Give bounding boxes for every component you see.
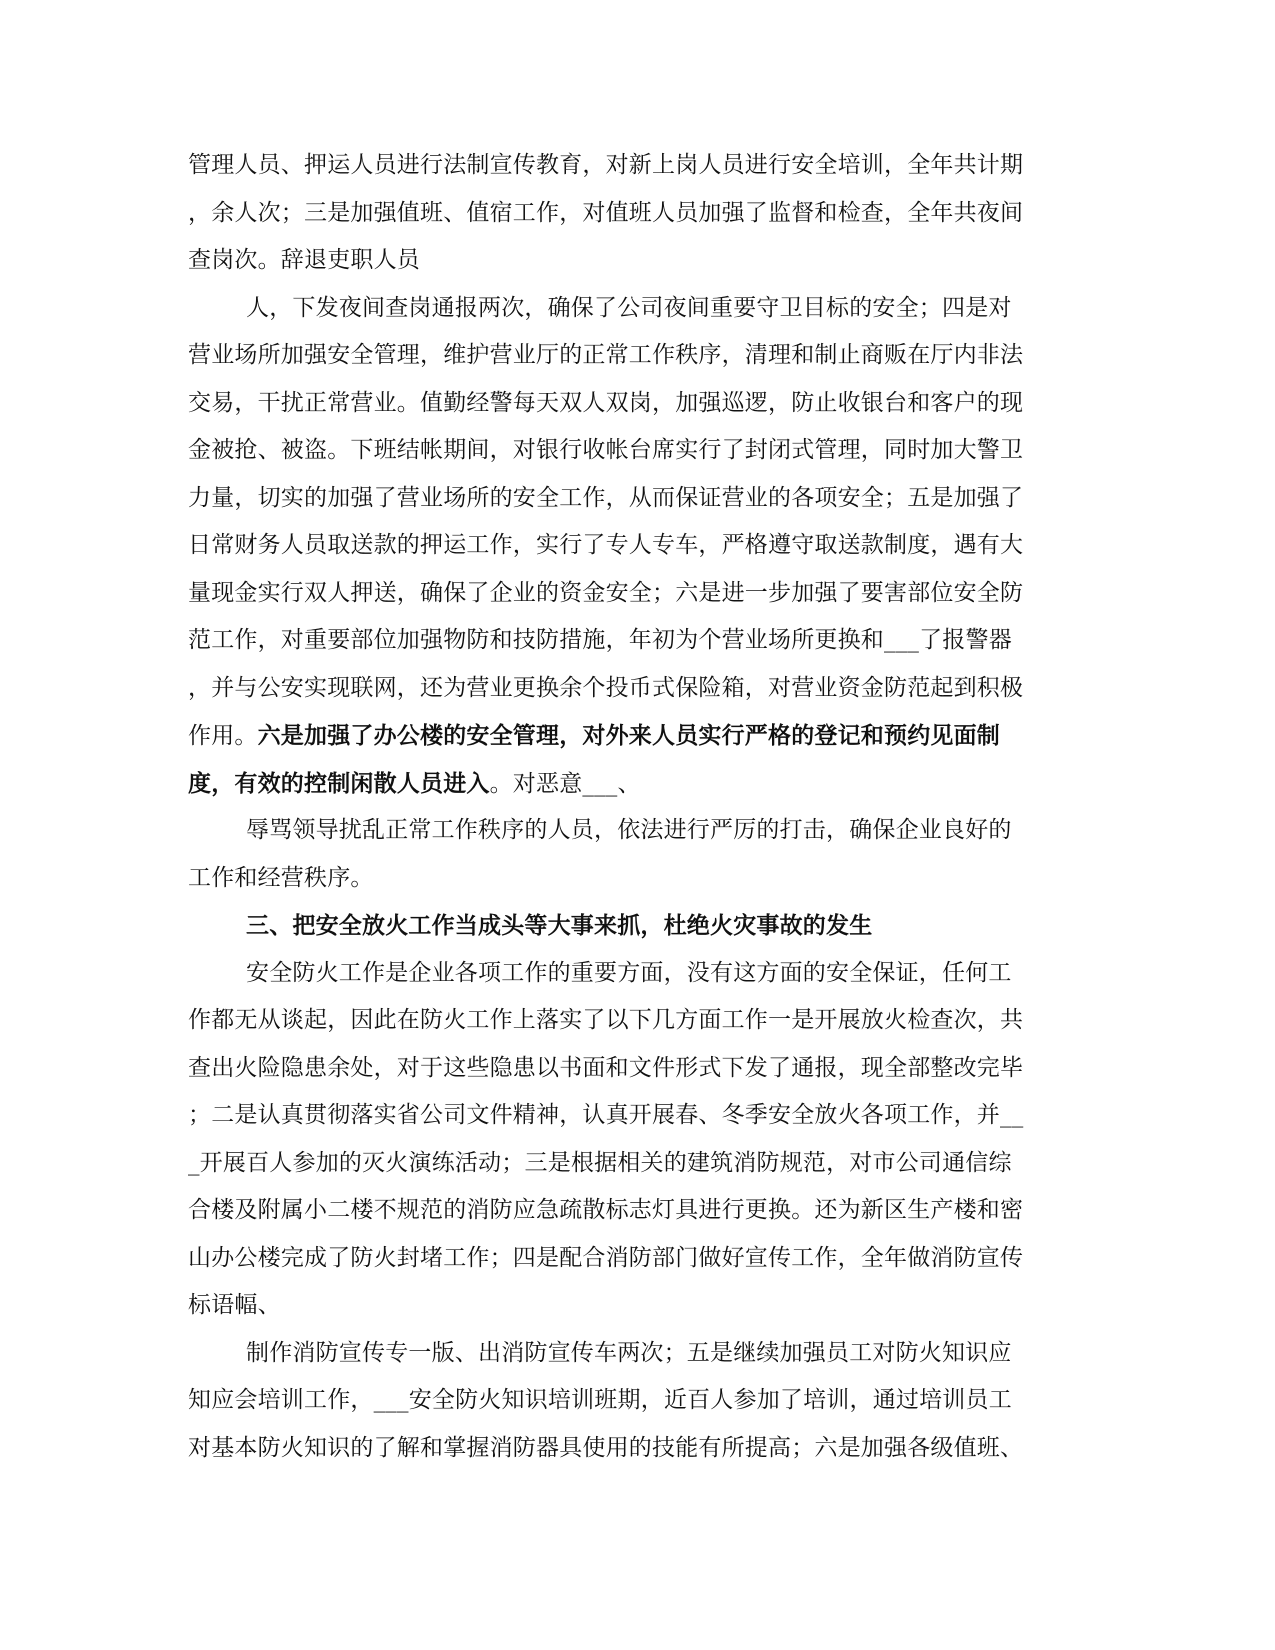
text-line: 营业场所加强安全管理，维护营业厅的正常工作秩序，清理和制止商贩在厅内非法 [188,342,1024,368]
text-line: 辱骂领导扰乱正常工作秩序的人员，依法进行严厉的打击，确保企业良好的 [246,817,1012,843]
text-line: 制作消防宣传专一版、出消防宣传车两次；五是继续加强员工对防火知识应 [246,1339,1012,1366]
text-line: 作都无从谈起，因此在防火工作上落实了以下几方面工作一是开展放火检查次，共 [188,1007,1024,1033]
text-line: 山办公楼完成了防火封堵工作；四是配合消防部门做好宣传工作，全年做消防宣传 [188,1244,1024,1271]
text-line: _开展百人参加的灭火演练活动；三是根据相关的建筑消防规范，对市公司通信综 [188,1149,1012,1176]
text-line: 标语幅、 [188,1292,281,1318]
text-line: 力量，切实的加强了营业场所的安全工作，从而保证营业的各项安全；五是加强了 [188,484,1024,511]
text-line: 查岗次。辞退吏职人员 [188,247,420,273]
text-line: 知应会培训工作，___安全防火知识培训班期，近百人参加了培训，通过培训员工 [188,1387,1012,1413]
bold-text: 度，有效的控制闲散人员进入 [188,769,490,797]
text-line: ，余人次；三是加强值班、值宿工作，对值班人员加强了监督和检查，全年共夜间 [188,199,1024,226]
text-line: 查出火险隐患余处，对于这些隐患以书面和文件形式下发了通报，现全部整改完毕 [188,1054,1024,1081]
text-line: 作用。六是加强了办公楼的安全管理，对外来人员实行严格的登记和预约见面制 [188,722,1001,749]
text-line: 工作和经营秩序。 [188,864,374,891]
document-body [188,142,1088,1472]
bold-text: 六是加强了办公楼的安全管理，对外来人员实行严格的登记和预约见面制 [257,722,1001,749]
text-line: 金被抢、被盗。下班结帐期间，对银行收帐台席实行了封闭式管理，同时加大警卫 [188,437,1024,463]
text-line: 人，下发夜间查岗通报两次，确保了公司夜间重要守卫目标的安全；四是对 [246,294,1012,321]
text-line: 管理人员、押运人员进行法制宣传教育，对新上岗人员进行安全培训，全年共计期 [188,152,1024,178]
text-line: 交易，干扰正常营业。值勤经警每天双人双岗，加强巡逻，防止收银台和客户的现 [188,389,1024,416]
text-line: 日常财务人员取送款的押运工作，实行了专人专车，严格遵守取送款制度，遇有大 [188,532,1024,558]
text-line: 对基本防火知识的了解和掌握消防器具使用的技能有所提高；六是加强各级值班、 [188,1434,1024,1461]
text-line: 范工作，对重要部位加强物防和技防措施，年初为个营业场所更换和___了报警器 [188,627,1012,653]
text-line: 安全防火工作是企业各项工作的重要方面，没有这方面的安全保证，任何工 [246,959,1012,986]
section-heading: 三、把安全放火工作当成头等大事来抓，杜绝火灾事故的发生 [246,912,873,939]
text-line: ，并与公安实现联网，还为营业更换余个投币式保险箱，对营业资金防范起到积极 [188,674,1024,701]
text-line: 量现金实行双人押送，确保了企业的资金安全；六是进一步加强了要害部位安全防 [188,579,1024,606]
text-line: 度，有效的控制闲散人员进入。对恶意___、 [188,769,641,797]
text-line: ；二是认真贯彻落实省公司文件精神，认真开展春、冬季安全放火各项工作，并__ [188,1102,1024,1128]
text-line: 合楼及附属小二楼不规范的消防应急疏散标志灯具进行更换。还为新区生产楼和密 [188,1197,1024,1223]
